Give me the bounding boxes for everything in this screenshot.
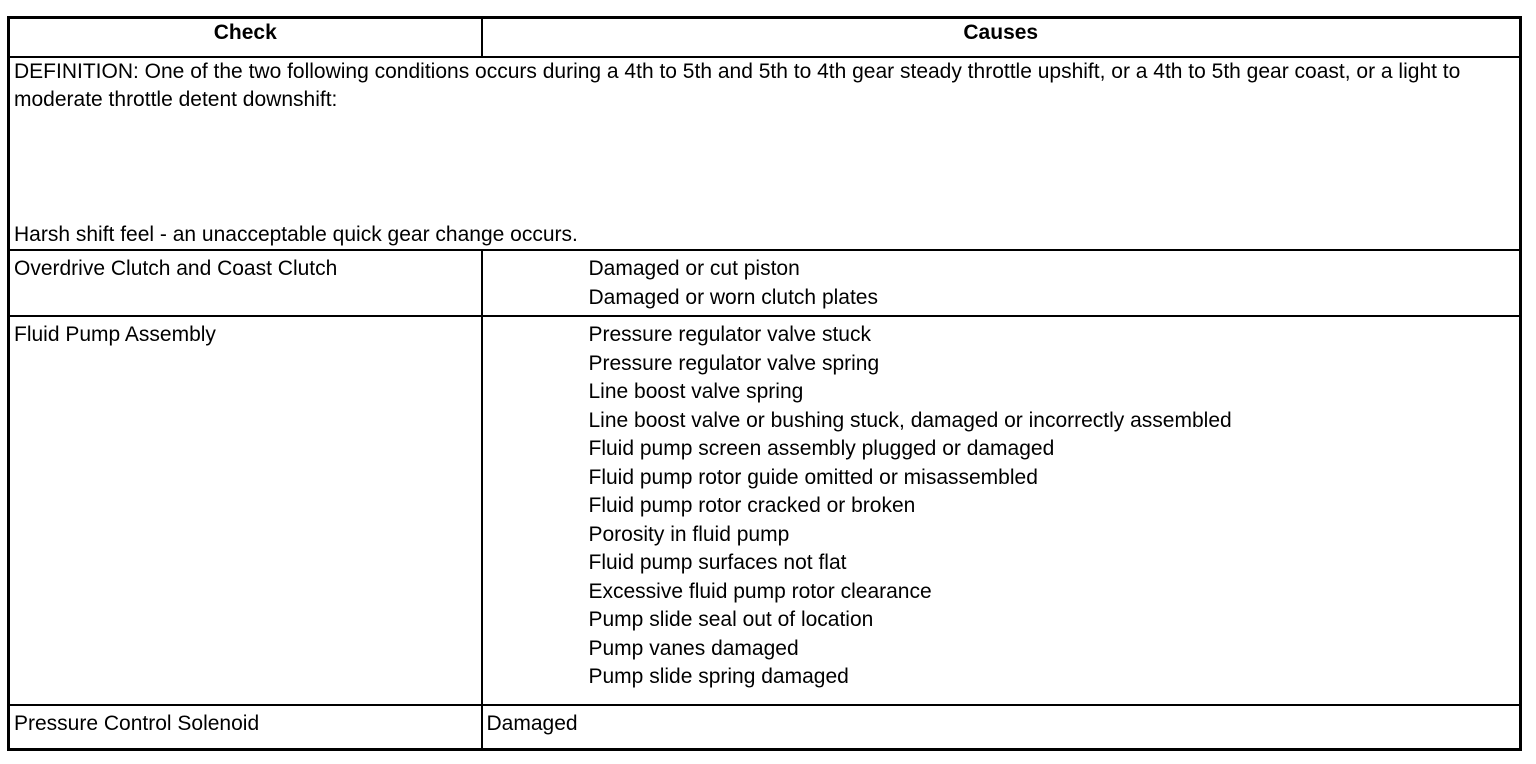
- table-row: [9, 705, 1521, 750]
- cause-item: Fluid pump rotor guide omitted or misassembled: [588, 465, 1038, 489]
- cause-item: Fluid pump surfaces not flat: [588, 551, 847, 574]
- cause-item: Excessive fluid pump rotor clearance: [588, 579, 932, 603]
- definition-text: DEFINITION: One of the two following conditions occurs during a 4th to 5th and 5th to 4th gear steady throttle upshift, or a 4th to 5th gear coast, or a light to moderate throttle detent downshift:: [14, 60, 1461, 111]
- cause-item: Damaged or cut piston: [588, 257, 800, 280]
- table-row: [9, 316, 1521, 705]
- cause-item: Line boost valve spring: [588, 380, 804, 403]
- cause-item: Fluid pump screen assembly plugged or damaged: [588, 437, 1055, 460]
- causes-cell: [482, 250, 1521, 316]
- cause-item: Pump vanes damaged: [588, 636, 799, 660]
- definition-cell: [9, 57, 1521, 250]
- cause-item: Pump slide seal out of location: [588, 608, 874, 631]
- cause-item: Porosity in fluid pump: [588, 522, 790, 546]
- diagnostic-table: [7, 16, 1522, 751]
- cause-item: Pressure regulator valve spring: [588, 351, 880, 375]
- header-row: [9, 18, 1521, 58]
- check-column-header: Check: [9, 18, 482, 58]
- check-cell: Fluid Pump Assembly: [9, 316, 482, 705]
- causes-cell: [482, 705, 1521, 750]
- causes-column-header: Causes: [482, 18, 1521, 58]
- table-row: [9, 250, 1521, 316]
- check-cell: Overdrive Clutch and Coast Clutch: [9, 250, 482, 316]
- cause-item: Pressure regulator valve stuck: [588, 323, 871, 346]
- cause-item: Damaged: [486, 712, 578, 735]
- cause-item: Damaged or worn clutch plates: [588, 285, 878, 309]
- cause-item: Fluid pump rotor cracked or broken: [588, 494, 916, 517]
- causes-cell: [482, 316, 1521, 705]
- cause-item: Line boost valve or bushing stuck, damaged or incorrectly assembled: [588, 408, 1232, 432]
- definition-symptom: Harsh shift feel - an unacceptable quick gear change occurs.: [14, 223, 578, 246]
- definition-row: [9, 57, 1521, 250]
- cause-item: Pump slide spring damaged: [588, 665, 849, 688]
- check-cell: Pressure Control Solenoid: [9, 705, 482, 750]
